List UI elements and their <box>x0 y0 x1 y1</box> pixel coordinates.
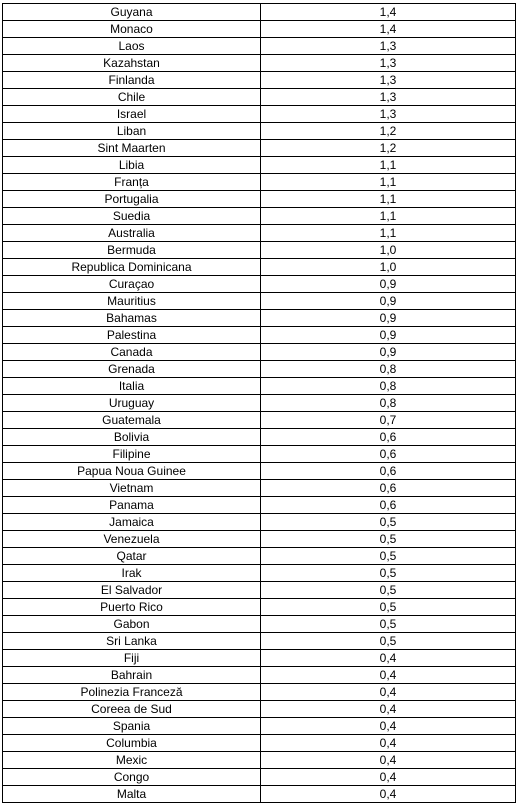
value-cell: 1,0 <box>261 242 516 259</box>
table-row <box>3 4 516 21</box>
table-row <box>3 38 516 55</box>
table-row <box>3 395 516 412</box>
country-cell: Guyana <box>3 4 261 21</box>
country-cell: El Salvador <box>3 582 261 599</box>
value-cell: 1,3 <box>261 72 516 89</box>
country-cell: Uruguay <box>3 395 261 412</box>
table-row <box>3 412 516 429</box>
country-cell: Finlanda <box>3 72 261 89</box>
table-row <box>3 531 516 548</box>
table-row <box>3 242 516 259</box>
value-cell: 0,5 <box>261 599 516 616</box>
table-row <box>3 174 516 191</box>
country-cell: Israel <box>3 106 261 123</box>
value-cell: 0,5 <box>261 531 516 548</box>
country-cell: Gabon <box>3 616 261 633</box>
value-cell: 0,4 <box>261 735 516 752</box>
table-row <box>3 106 516 123</box>
value-cell: 0,4 <box>261 786 516 803</box>
country-cell: Polinezia Franceză <box>3 684 261 701</box>
country-cell: Italia <box>3 378 261 395</box>
table-row <box>3 582 516 599</box>
value-cell: 0,6 <box>261 480 516 497</box>
country-cell: Suedia <box>3 208 261 225</box>
value-cell: 1,4 <box>261 4 516 21</box>
table-row <box>3 514 516 531</box>
value-cell: 0,5 <box>261 548 516 565</box>
value-cell: 0,5 <box>261 514 516 531</box>
table-body <box>3 4 516 803</box>
table-row <box>3 157 516 174</box>
value-cell: 0,4 <box>261 684 516 701</box>
country-cell: Bolivia <box>3 429 261 446</box>
country-value-table <box>2 3 516 803</box>
country-cell: Vietnam <box>3 480 261 497</box>
table-row <box>3 361 516 378</box>
value-cell: 1,3 <box>261 55 516 72</box>
table-row <box>3 565 516 582</box>
country-cell: Guatemala <box>3 412 261 429</box>
value-cell: 0,9 <box>261 344 516 361</box>
value-cell: 0,8 <box>261 378 516 395</box>
value-cell: 1,4 <box>261 21 516 38</box>
value-cell: 1,1 <box>261 174 516 191</box>
country-cell: Laos <box>3 38 261 55</box>
country-cell: Sri Lanka <box>3 633 261 650</box>
country-cell: Kazahstan <box>3 55 261 72</box>
value-cell: 0,6 <box>261 463 516 480</box>
country-cell: Bermuda <box>3 242 261 259</box>
table-row <box>3 21 516 38</box>
country-cell: Panama <box>3 497 261 514</box>
country-cell: Filipine <box>3 446 261 463</box>
value-cell: 1,3 <box>261 106 516 123</box>
country-cell: Monaco <box>3 21 261 38</box>
value-cell: 0,5 <box>261 633 516 650</box>
value-cell: 1,1 <box>261 208 516 225</box>
value-cell: 0,6 <box>261 429 516 446</box>
country-cell: Mauritius <box>3 293 261 310</box>
country-cell: Palestina <box>3 327 261 344</box>
country-cell: Republica Dominicana <box>3 259 261 276</box>
table-row <box>3 89 516 106</box>
table-row <box>3 276 516 293</box>
table-row <box>3 633 516 650</box>
value-cell: 0,7 <box>261 412 516 429</box>
value-cell: 1,1 <box>261 225 516 242</box>
country-cell: Bahamas <box>3 310 261 327</box>
table-row <box>3 548 516 565</box>
country-cell: Grenada <box>3 361 261 378</box>
table-row <box>3 378 516 395</box>
table-row <box>3 293 516 310</box>
value-cell: 0,9 <box>261 327 516 344</box>
value-cell: 1,1 <box>261 157 516 174</box>
table-row <box>3 667 516 684</box>
table-row <box>3 769 516 786</box>
value-cell: 1,2 <box>261 140 516 157</box>
country-cell: Sint Maarten <box>3 140 261 157</box>
country-cell: Malta <box>3 786 261 803</box>
country-cell: Venezuela <box>3 531 261 548</box>
table-row <box>3 310 516 327</box>
country-cell: Canada <box>3 344 261 361</box>
value-cell: 0,6 <box>261 446 516 463</box>
table-row <box>3 259 516 276</box>
country-cell: Chile <box>3 89 261 106</box>
value-cell: 0,5 <box>261 565 516 582</box>
table-row <box>3 701 516 718</box>
value-cell: 0,4 <box>261 718 516 735</box>
table-row <box>3 480 516 497</box>
value-cell: 0,4 <box>261 701 516 718</box>
table-row <box>3 327 516 344</box>
value-cell: 1,0 <box>261 259 516 276</box>
country-cell: Columbia <box>3 735 261 752</box>
country-cell: Australia <box>3 225 261 242</box>
table-row <box>3 72 516 89</box>
country-cell: Portugalia <box>3 191 261 208</box>
value-cell: 0,9 <box>261 310 516 327</box>
country-cell: Libia <box>3 157 261 174</box>
value-cell: 0,4 <box>261 650 516 667</box>
table-row <box>3 191 516 208</box>
table-row <box>3 55 516 72</box>
table-row <box>3 735 516 752</box>
country-cell: Mexic <box>3 752 261 769</box>
country-cell: Coreea de Sud <box>3 701 261 718</box>
value-cell: 1,3 <box>261 38 516 55</box>
country-cell: Curaçao <box>3 276 261 293</box>
value-cell: 0,5 <box>261 582 516 599</box>
value-cell: 0,8 <box>261 395 516 412</box>
value-cell: 0,9 <box>261 276 516 293</box>
table-row <box>3 463 516 480</box>
country-cell: Congo <box>3 769 261 786</box>
country-cell: Fiji <box>3 650 261 667</box>
value-cell: 0,5 <box>261 616 516 633</box>
table-row <box>3 123 516 140</box>
country-cell: Qatar <box>3 548 261 565</box>
table-row <box>3 140 516 157</box>
table-row <box>3 446 516 463</box>
table-row <box>3 225 516 242</box>
value-cell: 0,4 <box>261 752 516 769</box>
value-cell: 1,1 <box>261 191 516 208</box>
table-row <box>3 684 516 701</box>
country-cell: Papua Noua Guinee <box>3 463 261 480</box>
country-cell: Spania <box>3 718 261 735</box>
value-cell: 0,6 <box>261 497 516 514</box>
table-row <box>3 718 516 735</box>
value-cell: 0,8 <box>261 361 516 378</box>
country-cell: Franța <box>3 174 261 191</box>
table-row <box>3 650 516 667</box>
value-cell: 0,9 <box>261 293 516 310</box>
table-row <box>3 344 516 361</box>
value-cell: 1,3 <box>261 89 516 106</box>
country-cell: Irak <box>3 565 261 582</box>
value-cell: 1,2 <box>261 123 516 140</box>
table-row <box>3 497 516 514</box>
table-row <box>3 429 516 446</box>
country-cell: Jamaica <box>3 514 261 531</box>
table-row <box>3 752 516 769</box>
value-cell: 0,4 <box>261 769 516 786</box>
value-cell: 0,4 <box>261 667 516 684</box>
country-cell: Liban <box>3 123 261 140</box>
country-cell: Puerto Rico <box>3 599 261 616</box>
table-row <box>3 616 516 633</box>
country-cell: Bahrain <box>3 667 261 684</box>
table-row <box>3 786 516 803</box>
table-row <box>3 208 516 225</box>
table-row <box>3 599 516 616</box>
